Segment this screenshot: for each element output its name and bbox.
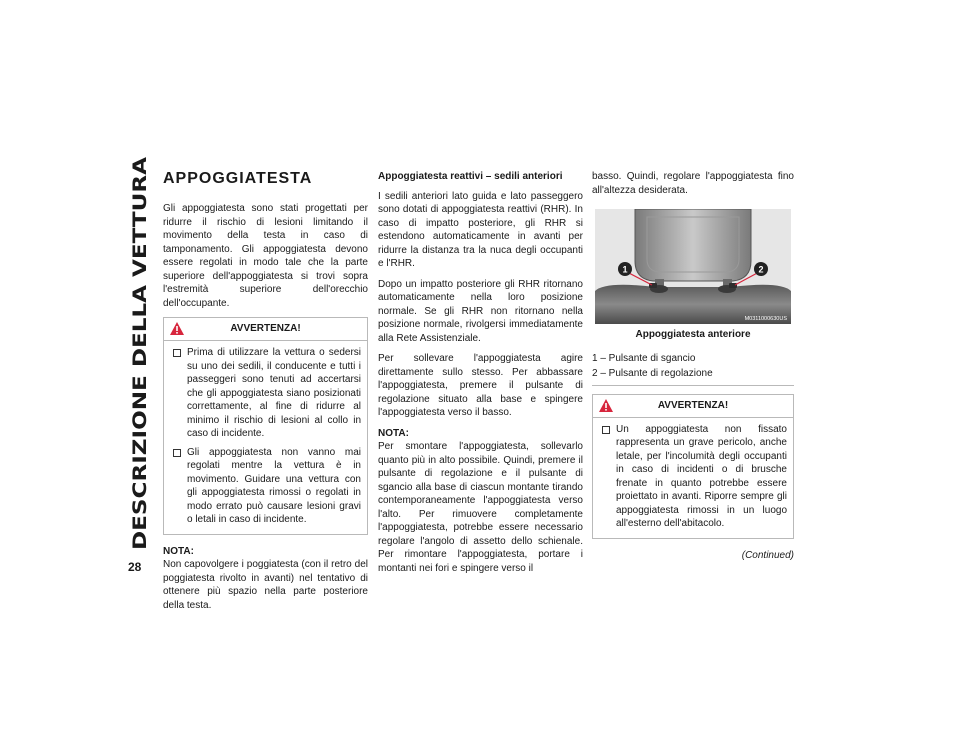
warning-triangle-icon	[598, 398, 614, 413]
warning-box-2	[592, 394, 794, 539]
continued-label: (Continued)	[741, 549, 794, 561]
checkbox-bullet-icon	[602, 426, 610, 434]
headrest-illustration	[595, 209, 791, 324]
subsection-heading: Appoggiatesta reattivi – sedili anteriori	[378, 171, 563, 182]
checkbox-bullet-icon	[173, 449, 181, 457]
warning-header	[593, 395, 793, 418]
headrest-figure	[595, 209, 791, 324]
legend-item: 1 – Pulsante di sgancio	[592, 352, 696, 364]
figure-code: M0311000630US	[744, 316, 787, 322]
paragraph: Dopo un impatto posteriore gli RHR ritornano automaticamente nella loro posizione normale. Se gli RHR non ritornano nella posizione normale, rivolgersi immediatamente alla Rete Assistenziale.	[378, 278, 583, 344]
section-heading: APPOGGIATESTA	[163, 170, 313, 187]
legend-item: 2 – Pulsante di regolazione	[592, 368, 713, 379]
paragraph: Per sollevare l'appoggiatesta agire direttamente sullo stesso. Per abbassare l'appoggiatesta, premere il pulsante di regolazione situato alla base e spingere l'appoggiatesta verso il basso.	[378, 353, 583, 418]
paragraph: I sedili anteriori lato guida e lato passeggero sono dotati di appoggiatesta reattivi (RHR). In caso di impatto posteriore, gli RHR si estendono automaticamente in avanti per ridurre la distanza tra la nuca degli occupanti e l'RHR.	[378, 190, 583, 269]
warning-item-text: Un appoggiatesta non fissato rappresenta un grave pericolo, anche letale, per l'incolumità degli occupanti in caso di incidenti o di brusche frenate in quanto potrebbe essere proiettato in avanti. Riporre sempre gli appoggiatesta rimossi in un luogo all'esterno dell'abitacolo.	[616, 423, 787, 529]
column-3	[592, 170, 794, 562]
warning-title: AVVERTENZA!	[657, 399, 729, 411]
page-number: 28	[128, 560, 142, 574]
callout-1: 1	[622, 264, 628, 275]
column-2	[378, 170, 583, 582]
paragraph-continued: basso. Quindi, regolare l'appoggiatesta fino all'altezza desiderata.	[592, 171, 794, 196]
divider	[592, 385, 794, 386]
checkbox-bullet-icon	[173, 349, 181, 357]
warning-item-text: Gli appoggiatesta non vanno mai regolati mentre la vettura è in movimento. Guidare una vettura con gli appoggiatesta rimossi o regolati in modo errato può causare lesioni gravi o letali in caso di incidente.	[187, 446, 361, 525]
warning-body	[593, 418, 793, 538]
note-label: NOTA:	[378, 427, 409, 439]
warning-item-text: Prima di utilizzare la vettura o sedersi su uno dei sedili, il conducente e tutti i passeggeri sono tenuti ad accertarsi che gli appoggiatesta siano posizionati correttamente, al fine di ridurre al minimo il rischio di lesioni al collo in caso di incidente.	[187, 347, 361, 439]
note-text: Per smontare l'appoggiatesta, sollevarlo quanto più in alto possibile. Quindi, premere il pulsante di regolazione e il pulsante di sgancio alla base di ciascun montante tirando contemporaneamente l'appoggiatesta verso l'alto. Per rimuovere completamente l'appoggiatesta, potrebbe essere necessario regolare l'angolo di assetto dello schienale. Per rimontare l'appoggiatesta, portare i montanti nei fori e spingere verso il	[378, 441, 583, 574]
warning-header	[164, 318, 367, 341]
warning-title: AVVERTENZA!	[230, 323, 301, 334]
warning-body	[164, 341, 367, 534]
warning-box-1	[163, 317, 368, 535]
warning-item	[170, 346, 361, 441]
figure-caption: Appoggiatesta anteriore	[635, 329, 751, 340]
note-label: NOTA:	[163, 545, 194, 557]
warning-item	[170, 446, 361, 527]
column-1	[163, 170, 368, 619]
note-text: Non capovolgere i poggiatesta (con il retro del poggiatesta rivolto in avanti) nel tentativo di ottenere più spazio nella parte posteriore della testa.	[163, 559, 368, 611]
sidebar-title-text: DESCRIZIONE DELLA VETTURA	[129, 226, 151, 550]
warning-item	[599, 423, 787, 531]
warning-triangle-icon	[169, 321, 185, 336]
callout-2: 2	[758, 264, 764, 275]
intro-paragraph: Gli appoggiatesta sono stati progettati per ridurre il rischio di lesioni limitando il movimento della testa in caso di tamponamento. Gli appoggiatesta devono essere regolati in modo tale che la parte superiore dell'appoggiatesta si trovi sopra l'estremità superiore dell'orecchio dell'occupante.	[163, 203, 368, 309]
sidebar-section-title	[118, 155, 158, 550]
